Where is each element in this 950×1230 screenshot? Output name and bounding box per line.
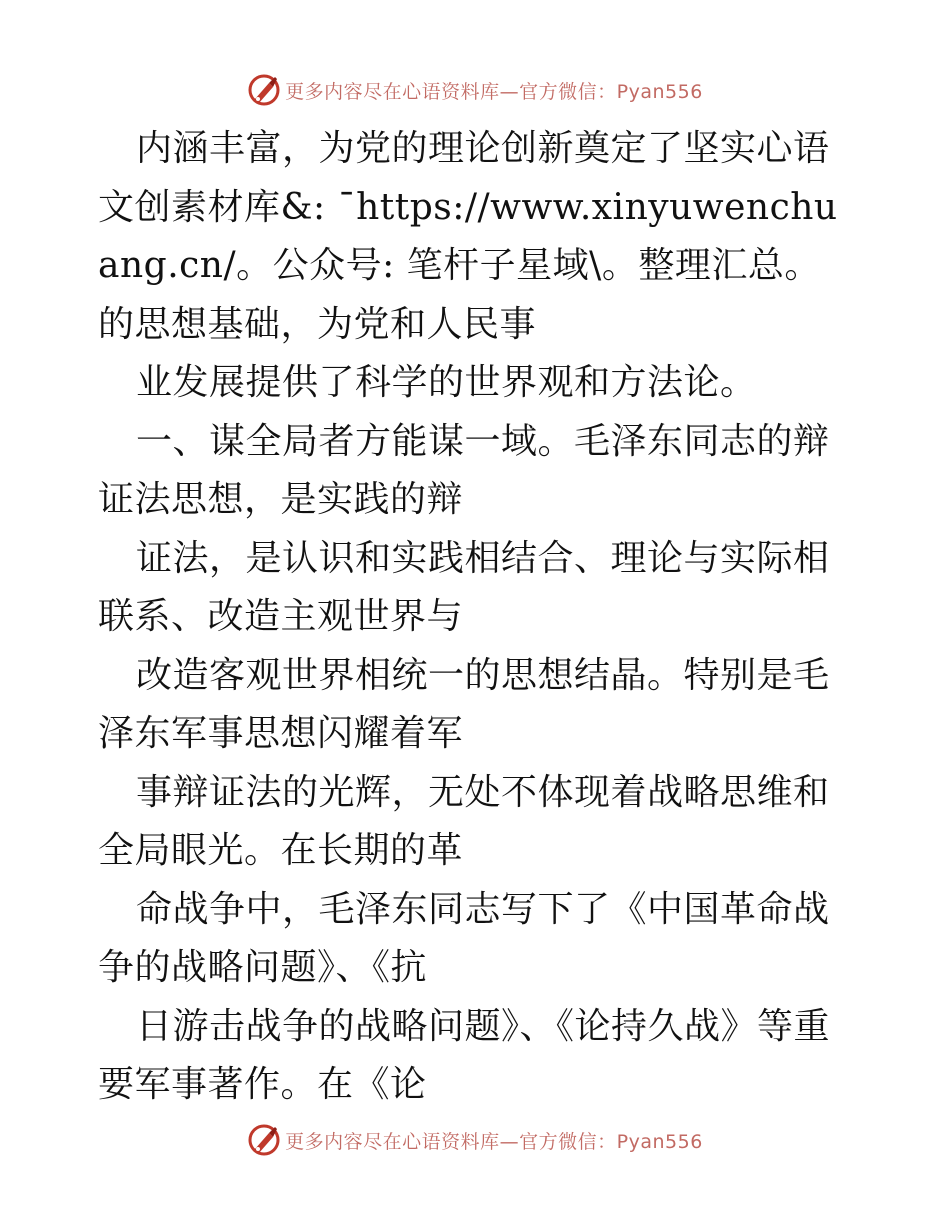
paragraph: 日游击战争的战略问题》、《论持久战》等重要军事著作。在《论 xyxy=(98,1005,831,1105)
paragraph: 命战争中，毛泽东同志写下了《中国革命战争的战略问题》、《抗 xyxy=(98,888,830,988)
pen-logo-icon xyxy=(247,73,281,107)
paragraph: 内涵丰富，为党的理论创新奠定了坚实心语文创素材库&: ¯https://www.xinyuwenchuang.cn/。公众号: 笔杆子星域\。整理汇总。的思想基础，为党和人民事 xyxy=(98,128,838,345)
paragraph: 事辩证法的光辉，无处不体现着战略思维和全局眼光。在长期的革 xyxy=(98,771,830,871)
paragraph: 证法，是认识和实践相结合、理论与实际相联系、改造主观世界与 xyxy=(98,537,830,637)
paragraph: 改造客观世界相统一的思想结晶。特别是毛泽东军事思想闪耀着军 xyxy=(98,654,830,754)
paragraph: 一、谋全局者方能谋一域。毛泽东同志的辩证法思想，是实践的辩 xyxy=(98,420,830,520)
footer-watermark xyxy=(0,1120,950,1160)
pen-logo-icon xyxy=(247,1123,281,1157)
watermark-text: 更多内容尽在心语资料库—官方微信：Pyan556 xyxy=(285,80,703,103)
header-watermark xyxy=(0,70,950,110)
document-body xyxy=(98,120,854,1115)
paragraph: 业发展提供了科学的世界观和方法论。 xyxy=(136,362,757,403)
watermark-text: 更多内容尽在心语资料库—官方微信：Pyan556 xyxy=(285,1130,703,1153)
